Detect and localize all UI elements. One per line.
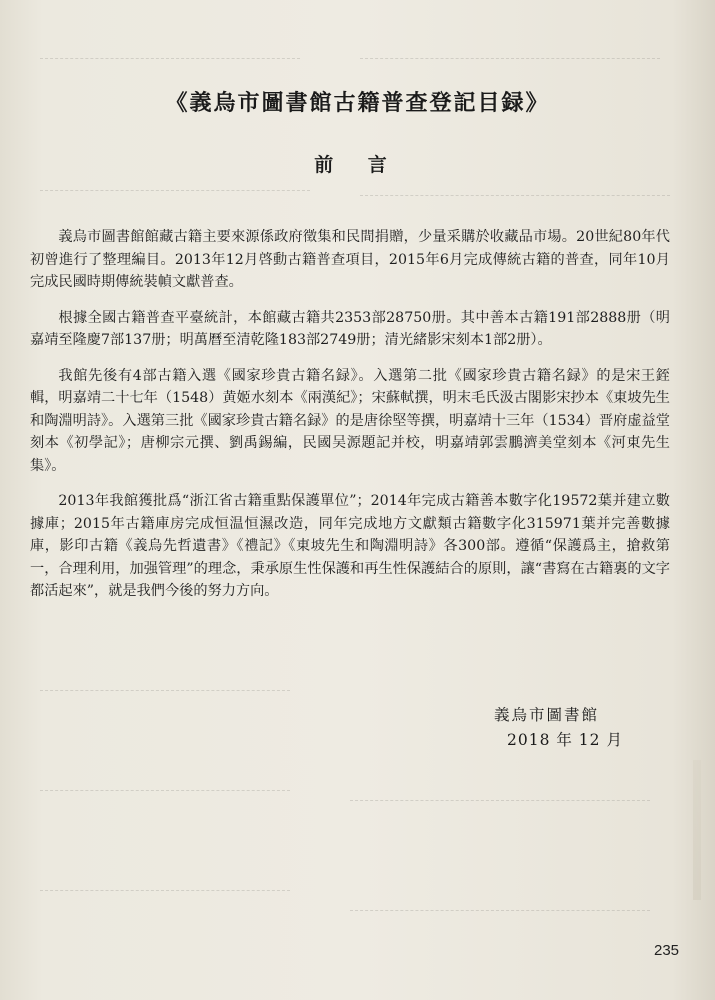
section-heading: 前 言 bbox=[314, 154, 401, 176]
bleed-through-line bbox=[40, 680, 290, 691]
bleed-through-line bbox=[40, 48, 300, 59]
paragraph: 我館先後有4部古籍入選《國家珍貴古籍名録》。入選第二批《國家珍貴古籍名録》的是宋王銍輯，明嘉靖二十七年（1548）黄姬水刻本《兩漢紀》；宋蘇軾撰，明末毛氏汲古閣影宋抄本《東坡先生和陶淵明詩》。入選第三批《國家珍貴古籍名録》的是唐徐堅等撰，明嘉靖十三年（1534）晋府虚益堂刻本《初學記》；唐柳宗元撰、劉禹錫編，民國吴源題記并校，明嘉靖郭雲鵬濟美堂刻本《河東先生集》。 bbox=[30, 367, 670, 474]
signature-date: 2018 年 12 月 bbox=[507, 731, 623, 749]
page-edge-shadow bbox=[693, 760, 701, 900]
bleed-through-line bbox=[350, 900, 650, 911]
page-number: 235 bbox=[654, 942, 680, 959]
paragraph: 義烏市圖書館館藏古籍主要來源係政府徵集和民間捐贈，少量采購於收藏品市場。20世紀80年代初曾進行了整理編目。2013年12月啓動古籍普查項目，2015年6月完成傳統古籍的普查，同年10月完成民國時期傳統裝幀文獻普查。 bbox=[30, 229, 670, 290]
bleed-through-line bbox=[350, 790, 650, 801]
bleed-through-line bbox=[40, 180, 310, 191]
bleed-through-line bbox=[40, 780, 290, 791]
bleed-through-line bbox=[360, 185, 670, 196]
paragraph: 2013年我館獲批爲“浙江省古籍重點保護單位”；2014年完成古籍善本數字化19572葉并建立數據庫；2015年古籍庫房完成恒温恒濕改造，同年完成地方文獻類古籍數字化315971葉并完善數據庫，影印古籍《義烏先哲遺書》《禮記》《東坡先生和陶淵明詩》各300部。遵循“保護爲主，搶救第一，合理利用，加强管理”的理念，秉承原生性保護和再生性保護結合的原則，讓“書寫在古籍裏的文字都活起來”，就是我們今後的努力方向。 bbox=[30, 493, 670, 599]
document-title: 《義烏市圖書館古籍普查登記目録》 bbox=[165, 90, 550, 116]
bleed-through-line bbox=[40, 880, 290, 891]
bleed-through-line bbox=[360, 48, 660, 59]
preface-body bbox=[30, 226, 670, 616]
signature: 義烏市圖書館 bbox=[494, 706, 600, 724]
paragraph: 根據全國古籍普查平臺統計，本館藏古籍共2353部28750册。其中善本古籍191部2888册（明嘉靖至隆慶7部137册；明萬曆至清乾隆183部2749册；清光緒影宋刻本1部2册）。 bbox=[30, 309, 670, 348]
